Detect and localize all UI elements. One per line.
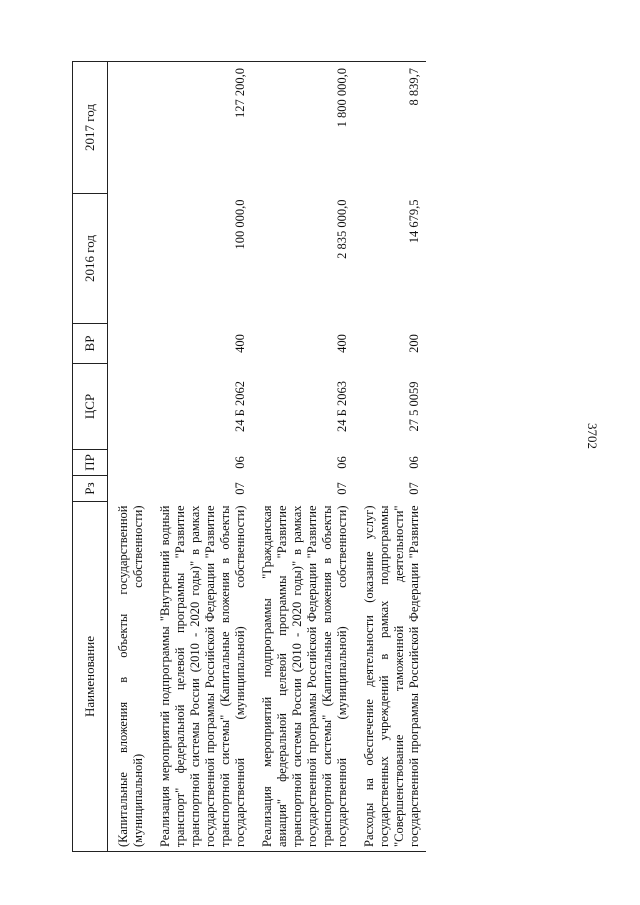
row-vr: 400 xyxy=(335,334,349,353)
row-csr: 24 Б 2063 xyxy=(335,381,349,432)
budget-table xyxy=(72,61,426,852)
row-2016: 14 679,5 xyxy=(407,199,421,244)
row-name: (Капитальные вложения в объекты государственной (муниципальной) собственности) xyxy=(108,502,151,852)
header-vr: ВР xyxy=(73,324,108,364)
row-2016: 2 835 000,0 xyxy=(335,199,349,259)
table-row xyxy=(354,62,426,852)
row-rz: 07 xyxy=(233,482,247,495)
row-vr xyxy=(108,324,151,364)
row-vr: 400 xyxy=(233,334,247,353)
table-row xyxy=(252,62,354,852)
row-rz xyxy=(108,476,151,502)
row-csr: 27 5 0059 xyxy=(407,381,421,432)
header-name: Наименование xyxy=(73,502,108,852)
header-rz: Рз xyxy=(73,476,108,502)
row-rz: 07 xyxy=(335,482,349,495)
row-name: Расходы на обеспечение деятельности (оказание услуг) государственных учреждений в рамках подпрограммы "Совершенствование таможенной деятельности" государственной программы Российской Федерации "Развитие xyxy=(354,502,426,852)
table-header-row xyxy=(73,62,108,852)
row-vr: 200 xyxy=(407,334,421,353)
header-csr: ЦСР xyxy=(73,364,108,450)
table-row xyxy=(108,62,151,852)
row-2017: 1 800 000,0 xyxy=(252,62,354,194)
row-name: Реализация мероприятий подпрограммы "Гражданская авиация" федеральной целевой программы "Развитие транспортной системы России (2010 - 2020 годы)" в рамках государственной программы Российской Федерации "Развитие транспортной системы" (Капитальные вложения в объекты государственной (муниципальной) собственности) xyxy=(252,502,354,852)
row-name: Реализация мероприятий подпрограммы "Внутренний водный транспорт" федеральной целевой программы "Развитие транспортной системы России (2010 - 2020 годы)" в рамках государственной программы Российской Федерации "Развитие транспортной системы" (Капитальные вложения в объекты государственной (муниципальной) собственности) xyxy=(150,502,252,852)
row-pr: 06 xyxy=(407,456,421,469)
header-2016: 2016 год xyxy=(73,194,108,324)
row-csr xyxy=(108,364,151,450)
page-number: 3702 xyxy=(585,423,600,449)
header-2017: 2017 год xyxy=(73,62,108,194)
row-2017: 8 839,7 xyxy=(354,62,426,194)
row-2017 xyxy=(108,62,151,194)
row-2016 xyxy=(108,194,151,324)
budget-table-container xyxy=(72,62,504,852)
table-row xyxy=(150,62,252,852)
row-2016: 100 000,0 xyxy=(233,199,247,250)
row-rz: 07 xyxy=(407,482,421,495)
row-pr xyxy=(108,450,151,476)
header-pr: ПР xyxy=(73,450,108,476)
row-2017: 127 200,0 xyxy=(150,62,252,194)
row-csr: 24 Б 2062 xyxy=(233,381,247,432)
row-pr: 06 xyxy=(335,456,349,469)
row-pr: 06 xyxy=(233,456,247,469)
